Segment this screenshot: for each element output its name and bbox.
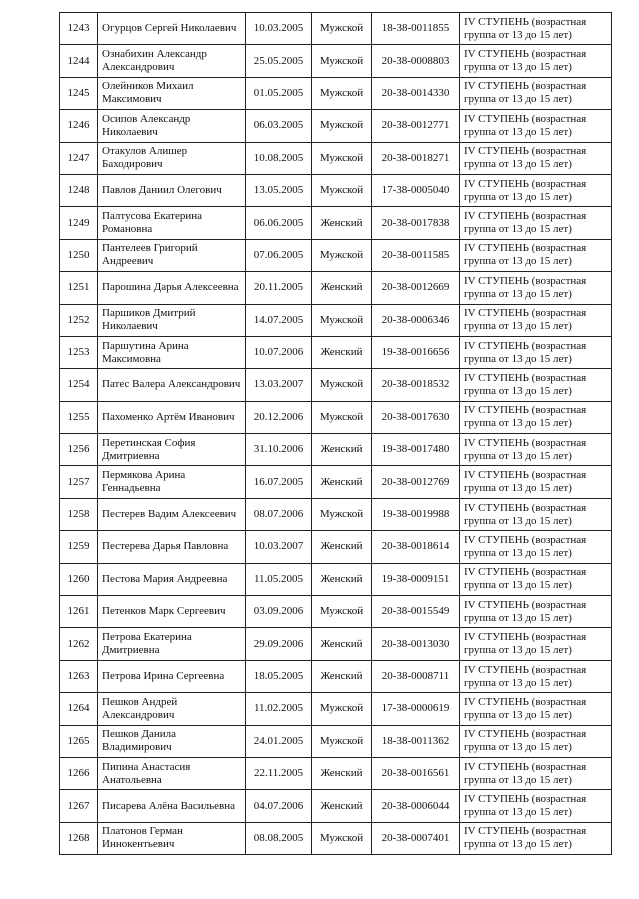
table-row — [60, 401, 612, 433]
table-row — [60, 110, 612, 142]
uin-code-cell: 20-38-0015549 — [372, 596, 460, 628]
row-number-cell: 1243 — [60, 13, 98, 45]
full-name-cell: Пешков Данила Владимирович — [98, 725, 246, 757]
sex-cell: Женский — [312, 434, 372, 466]
gto-level-cell: IV СТУПЕНЬ (возрастная группа от 13 до 15 лет) — [460, 596, 612, 628]
uin-code-cell: 20-38-0012771 — [372, 110, 460, 142]
birth-date-cell: 25.05.2005 — [246, 45, 312, 77]
row-number-cell: 1265 — [60, 725, 98, 757]
row-number-cell: 1258 — [60, 498, 98, 530]
table-row — [60, 434, 612, 466]
table-row — [60, 563, 612, 595]
row-number-cell: 1253 — [60, 336, 98, 368]
birth-date-cell: 10.07.2006 — [246, 336, 312, 368]
uin-code-cell: 19-38-0009151 — [372, 563, 460, 595]
full-name-cell: Пипина Анастасия Анатольевна — [98, 757, 246, 789]
full-name-cell: Павлов Даниил Олегович — [98, 174, 246, 206]
birth-date-cell: 11.02.2005 — [246, 693, 312, 725]
gto-level-cell: IV СТУПЕНЬ (возрастная группа от 13 до 15 лет) — [460, 369, 612, 401]
row-number-cell: 1264 — [60, 693, 98, 725]
sex-cell: Мужской — [312, 596, 372, 628]
uin-code-cell: 20-38-0008711 — [372, 660, 460, 692]
table-row — [60, 822, 612, 854]
table-row — [60, 13, 612, 45]
sex-cell: Женский — [312, 272, 372, 304]
gto-level-cell: IV СТУПЕНЬ (возрастная группа от 13 до 15 лет) — [460, 628, 612, 660]
full-name-cell: Олейников Михаил Максимович — [98, 77, 246, 109]
gto-level-cell: IV СТУПЕНЬ (возрастная группа от 13 до 15 лет) — [460, 434, 612, 466]
table-row — [60, 369, 612, 401]
birth-date-cell: 13.05.2005 — [246, 174, 312, 206]
uin-code-cell: 19-38-0016656 — [372, 336, 460, 368]
birth-date-cell: 20.11.2005 — [246, 272, 312, 304]
full-name-cell: Писарева Алёна Васильевна — [98, 790, 246, 822]
sex-cell: Мужской — [312, 822, 372, 854]
gto-level-cell: IV СТУПЕНЬ (возрастная группа от 13 до 15 лет) — [460, 304, 612, 336]
birth-date-cell: 04.07.2006 — [246, 790, 312, 822]
sex-cell: Мужской — [312, 693, 372, 725]
table-row — [60, 304, 612, 336]
participants-table — [59, 12, 612, 855]
uin-code-cell: 20-38-0012769 — [372, 466, 460, 498]
birth-date-cell: 06.06.2005 — [246, 207, 312, 239]
birth-date-cell: 14.07.2005 — [246, 304, 312, 336]
gto-level-cell: IV СТУПЕНЬ (возрастная группа от 13 до 15 лет) — [460, 401, 612, 433]
uin-code-cell: 19-38-0019988 — [372, 498, 460, 530]
full-name-cell: Ознабихин Александр Александрович — [98, 45, 246, 77]
table-row — [60, 207, 612, 239]
gto-level-cell: IV СТУПЕНЬ (возрастная группа от 13 до 15 лет) — [460, 142, 612, 174]
gto-level-cell: IV СТУПЕНЬ (возрастная группа от 13 до 15 лет) — [460, 272, 612, 304]
table-row — [60, 628, 612, 660]
uin-code-cell: 20-38-0012669 — [372, 272, 460, 304]
uin-code-cell: 20-38-0018532 — [372, 369, 460, 401]
table-row — [60, 272, 612, 304]
gto-level-cell: IV СТУПЕНЬ (возрастная группа от 13 до 15 лет) — [460, 725, 612, 757]
sex-cell: Женский — [312, 660, 372, 692]
gto-level-cell: IV СТУПЕНЬ (возрастная группа от 13 до 15 лет) — [460, 790, 612, 822]
sex-cell: Мужской — [312, 725, 372, 757]
table-row — [60, 142, 612, 174]
full-name-cell: Петрова Екатерина Дмитриевна — [98, 628, 246, 660]
sex-cell: Женский — [312, 531, 372, 563]
row-number-cell: 1256 — [60, 434, 98, 466]
sex-cell: Мужской — [312, 239, 372, 271]
sex-cell: Женский — [312, 207, 372, 239]
birth-date-cell: 08.08.2005 — [246, 822, 312, 854]
gto-level-cell: IV СТУПЕНЬ (возрастная группа от 13 до 15 лет) — [460, 531, 612, 563]
row-number-cell: 1263 — [60, 660, 98, 692]
full-name-cell: Пестерева Дарья Павловна — [98, 531, 246, 563]
table-row — [60, 660, 612, 692]
uin-code-cell: 19-38-0017480 — [372, 434, 460, 466]
row-number-cell: 1246 — [60, 110, 98, 142]
full-name-cell: Отакулов Алишер Баходирович — [98, 142, 246, 174]
birth-date-cell: 11.05.2005 — [246, 563, 312, 595]
birth-date-cell: 08.07.2006 — [246, 498, 312, 530]
row-number-cell: 1250 — [60, 239, 98, 271]
sex-cell: Женский — [312, 628, 372, 660]
row-number-cell: 1260 — [60, 563, 98, 595]
birth-date-cell: 29.09.2006 — [246, 628, 312, 660]
row-number-cell: 1247 — [60, 142, 98, 174]
sex-cell: Мужской — [312, 45, 372, 77]
row-number-cell: 1248 — [60, 174, 98, 206]
row-number-cell: 1251 — [60, 272, 98, 304]
row-number-cell: 1266 — [60, 757, 98, 789]
full-name-cell: Пестерев Вадим Алексеевич — [98, 498, 246, 530]
full-name-cell: Пахоменко Артём Иванович — [98, 401, 246, 433]
uin-code-cell: 17-38-0000619 — [372, 693, 460, 725]
gto-level-cell: IV СТУПЕНЬ (возрастная группа от 13 до 15 лет) — [460, 77, 612, 109]
full-name-cell: Паршиков Дмитрий Николаевич — [98, 304, 246, 336]
sex-cell: Мужской — [312, 174, 372, 206]
birth-date-cell: 10.08.2005 — [246, 142, 312, 174]
sex-cell: Мужской — [312, 110, 372, 142]
gto-level-cell: IV СТУПЕНЬ (возрастная группа от 13 до 15 лет) — [460, 563, 612, 595]
table-row — [60, 45, 612, 77]
gto-level-cell: IV СТУПЕНЬ (возрастная группа от 13 до 15 лет) — [460, 13, 612, 45]
row-number-cell: 1255 — [60, 401, 98, 433]
full-name-cell: Пешков Андрей Александрович — [98, 693, 246, 725]
full-name-cell: Пестова Мария Андреевна — [98, 563, 246, 595]
full-name-cell: Паршутина Арина Максимовна — [98, 336, 246, 368]
gto-level-cell: IV СТУПЕНЬ (возрастная группа от 13 до 15 лет) — [460, 757, 612, 789]
gto-level-cell: IV СТУПЕНЬ (возрастная группа от 13 до 15 лет) — [460, 174, 612, 206]
table-row — [60, 498, 612, 530]
uin-code-cell: 20-38-0006346 — [372, 304, 460, 336]
table-row — [60, 757, 612, 789]
sex-cell: Женский — [312, 790, 372, 822]
row-number-cell: 1267 — [60, 790, 98, 822]
row-number-cell: 1245 — [60, 77, 98, 109]
birth-date-cell: 24.01.2005 — [246, 725, 312, 757]
birth-date-cell: 10.03.2005 — [246, 13, 312, 45]
sex-cell: Мужской — [312, 304, 372, 336]
uin-code-cell: 20-38-0007401 — [372, 822, 460, 854]
sex-cell: Женский — [312, 336, 372, 368]
sex-cell: Женский — [312, 757, 372, 789]
gto-level-cell: IV СТУПЕНЬ (возрастная группа от 13 до 15 лет) — [460, 498, 612, 530]
birth-date-cell: 03.09.2006 — [246, 596, 312, 628]
birth-date-cell: 10.03.2007 — [246, 531, 312, 563]
gto-level-cell: IV СТУПЕНЬ (возрастная группа от 13 до 15 лет) — [460, 207, 612, 239]
uin-code-cell: 20-38-0013030 — [372, 628, 460, 660]
row-number-cell: 1252 — [60, 304, 98, 336]
full-name-cell: Огурцов Сергей Николаевич — [98, 13, 246, 45]
table-row — [60, 596, 612, 628]
row-number-cell: 1262 — [60, 628, 98, 660]
birth-date-cell: 01.05.2005 — [246, 77, 312, 109]
sex-cell: Женский — [312, 466, 372, 498]
uin-code-cell: 20-38-0006044 — [372, 790, 460, 822]
full-name-cell: Пантелеев Григорий Андреевич — [98, 239, 246, 271]
table-row — [60, 77, 612, 109]
gto-level-cell: IV СТУПЕНЬ (возрастная группа от 13 до 15 лет) — [460, 660, 612, 692]
table-row — [60, 239, 612, 271]
row-number-cell: 1249 — [60, 207, 98, 239]
row-number-cell: 1261 — [60, 596, 98, 628]
birth-date-cell: 16.07.2005 — [246, 466, 312, 498]
sex-cell: Мужской — [312, 142, 372, 174]
sex-cell: Мужской — [312, 77, 372, 109]
uin-code-cell: 20-38-0017630 — [372, 401, 460, 433]
sex-cell: Женский — [312, 563, 372, 595]
sex-cell: Мужской — [312, 369, 372, 401]
full-name-cell: Петрова Ирина Сергеевна — [98, 660, 246, 692]
table-row — [60, 174, 612, 206]
table-row — [60, 790, 612, 822]
row-number-cell: 1257 — [60, 466, 98, 498]
table-row — [60, 531, 612, 563]
birth-date-cell: 20.12.2006 — [246, 401, 312, 433]
table-row — [60, 336, 612, 368]
full-name-cell: Пермякова Арина Геннадьевна — [98, 466, 246, 498]
gto-level-cell: IV СТУПЕНЬ (возрастная группа от 13 до 15 лет) — [460, 466, 612, 498]
full-name-cell: Палтусова Екатерина Романовна — [98, 207, 246, 239]
gto-level-cell: IV СТУПЕНЬ (возрастная группа от 13 до 15 лет) — [460, 110, 612, 142]
full-name-cell: Парошина Дарья Алексеевна — [98, 272, 246, 304]
row-number-cell: 1244 — [60, 45, 98, 77]
gto-level-cell: IV СТУПЕНЬ (возрастная группа от 13 до 15 лет) — [460, 45, 612, 77]
full-name-cell: Патес Валера Александрович — [98, 369, 246, 401]
full-name-cell: Осипов Александр Николаевич — [98, 110, 246, 142]
full-name-cell: Петенков Марк Сергеевич — [98, 596, 246, 628]
row-number-cell: 1259 — [60, 531, 98, 563]
gto-level-cell: IV СТУПЕНЬ (возрастная группа от 13 до 15 лет) — [460, 693, 612, 725]
gto-level-cell: IV СТУПЕНЬ (возрастная группа от 13 до 15 лет) — [460, 336, 612, 368]
full-name-cell: Платонов Герман Иннокентьевич — [98, 822, 246, 854]
uin-code-cell: 20-38-0016561 — [372, 757, 460, 789]
birth-date-cell: 22.11.2005 — [246, 757, 312, 789]
birth-date-cell: 06.03.2005 — [246, 110, 312, 142]
birth-date-cell: 18.05.2005 — [246, 660, 312, 692]
full-name-cell: Перетинская София Дмитриевна — [98, 434, 246, 466]
uin-code-cell: 18-38-0011362 — [372, 725, 460, 757]
uin-code-cell: 20-38-0018614 — [372, 531, 460, 563]
sex-cell: Мужской — [312, 13, 372, 45]
sex-cell: Мужской — [312, 401, 372, 433]
table-row — [60, 693, 612, 725]
row-number-cell: 1268 — [60, 822, 98, 854]
row-number-cell: 1254 — [60, 369, 98, 401]
uin-code-cell: 17-38-0005040 — [372, 174, 460, 206]
uin-code-cell: 20-38-0011585 — [372, 239, 460, 271]
birth-date-cell: 07.06.2005 — [246, 239, 312, 271]
uin-code-cell: 20-38-0014330 — [372, 77, 460, 109]
birth-date-cell: 13.03.2007 — [246, 369, 312, 401]
table-row — [60, 466, 612, 498]
uin-code-cell: 20-38-0018271 — [372, 142, 460, 174]
uin-code-cell: 20-38-0017838 — [372, 207, 460, 239]
birth-date-cell: 31.10.2006 — [246, 434, 312, 466]
gto-level-cell: IV СТУПЕНЬ (возрастная группа от 13 до 15 лет) — [460, 822, 612, 854]
uin-code-cell: 20-38-0008803 — [372, 45, 460, 77]
sex-cell: Мужской — [312, 498, 372, 530]
table-row — [60, 725, 612, 757]
participants-table-body — [60, 13, 612, 855]
uin-code-cell: 18-38-0011855 — [372, 13, 460, 45]
gto-level-cell: IV СТУПЕНЬ (возрастная группа от 13 до 15 лет) — [460, 239, 612, 271]
